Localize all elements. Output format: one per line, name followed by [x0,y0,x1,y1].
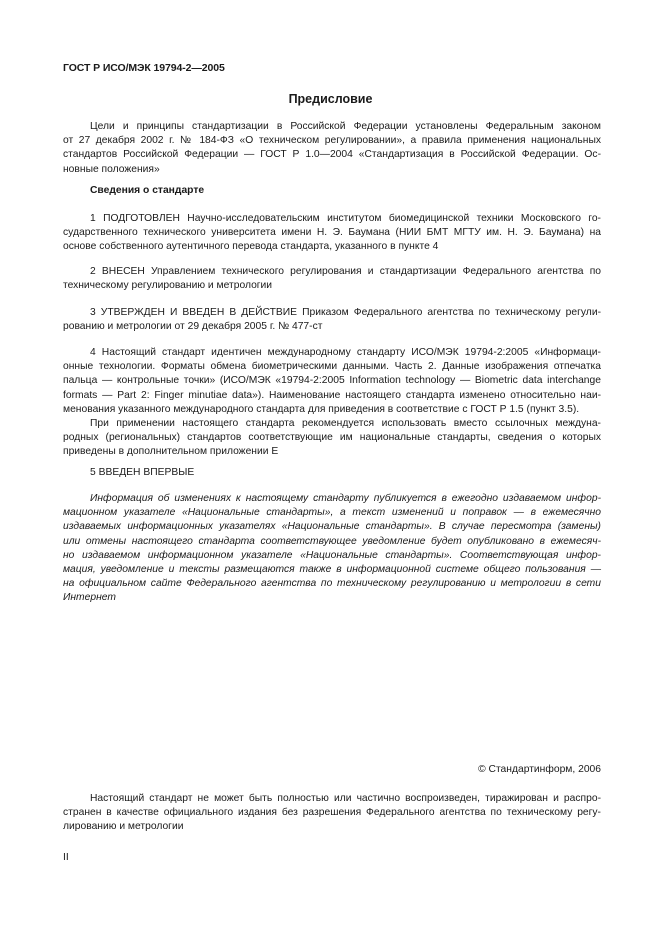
copyright-notice: © Стандартинформ, 2006 [478,764,601,775]
info-notice-line: на официальном сайте Федерального агентства по техническому регулированию и метрологии в сети [63,578,601,590]
item-1-line: 1 ПОДГОТОВЛЕН Научно-исследовательским институтом биомедицинской техники Московского го- [90,213,601,224]
item-2-line: 2 ВНЕСЕН Управлением технического регулирования и стандартизации Федерального агентства по [90,266,601,277]
info-notice-line: но издаваемом информационном указателе «Национальные стандарты». Соответствующая инфор- [63,549,601,561]
section-heading [63,184,601,198]
item-3-line: рованию и метрологии от 29 декабря 2005 г. № 477-ст [63,321,323,333]
reproduction-notice-line: странен в качестве официального издания без разрешения Федерального агентства по техническому регу- [63,807,601,819]
document-header: ГОСТ Р ИСО/МЭК 19794-2—2005 [63,62,225,74]
item-1-line: сударственного технического университета имени Н. Э. Баумана (НИИ БМТ МГТУ им. Н. Э. Баумана) на [63,227,601,239]
intro-line: стандартов Российской Федерации — ГОСТ Р 1.0—2004 «Стандартизация в Российской Федерации. Ос- [63,149,601,161]
info-notice-line: Информация об изменениях к настоящему стандарту публикуется в ежегодно издаваемом инфор- [90,493,601,504]
item-1-line: основе собственного аутентичного перевода стандарта, указанного в пункте 4 [63,241,439,253]
item-4-paragraph [63,346,601,460]
info-notice-paragraph [63,492,601,606]
info-notice-line: или отмены настоящего стандарта соответствующее уведомление будет опубликовано в ежемесяч- [63,535,601,547]
item-4-line: 4 Настоящий стандарт идентичен международному стандарту ИСО/МЭК 19794-2:2005 «Информаци- [90,347,601,358]
item-3-paragraph [63,306,601,334]
intro-line: от 27 декабря 2002 г. № 184-ФЗ «О техническом регулировании», а правила применения национальных [63,135,601,147]
item-2-paragraph [63,265,601,293]
item-3-line: 3 УТВЕРЖДЕН И ВВЕДЕН В ДЕЙСТВИЕ Приказом Федерального агентства по техническому регули- [90,307,601,318]
item-1-paragraph [63,212,601,255]
reproduction-notice-line: лированию и метрологии [63,821,184,833]
intro-line: Цели и принципы стандартизации в Российской Федерации установлены Федеральным законом [90,121,601,132]
item-5-line: 5 ВВЕДЕН ВПЕРВЫЕ [90,467,195,478]
item-4-note-line: родных (региональных) стандартов соответствующие им национальные стандарты, сведения о которых [63,432,601,444]
intro-line: новные положения» [63,163,160,175]
intro-paragraph [63,120,601,177]
page-number: II [63,852,69,863]
item-4-note-line: приведены в дополнительном приложении Е [63,446,279,458]
info-notice-line: Интернет [63,592,116,604]
page-title: Предисловие [288,92,373,106]
item-4-line: онные технологии. Форматы обмена биометрическими данными. Часть 2. Данные изображения отпечатка [63,361,601,373]
item-5-paragraph [63,466,601,480]
item-4-line: formats — Part 2: Finger minutiae data»). Наименование настоящего стандарта изменено относительно наи- [63,389,601,401]
section-heading-text: Сведения о стандарте [90,185,205,196]
item-4-note-line: При применении настоящего стандарта рекомендуется использовать вместо ссылочных междуна- [90,418,601,430]
item-4-line: менования указанного международного стандарта для приведения в соответствие с ГОСТ Р 1.5 (пункт 3.5). [63,403,580,415]
info-notice-line: мация, уведомление и тексты размещаются также в информационной системе общего пользования — [63,564,601,576]
reproduction-notice-paragraph [63,792,601,835]
item-2-line: техническому регулированию и метрологии [63,280,273,292]
info-notice-line: издаваемых информационных указателях «Национальные стандарты». В случае пересмотра (замены) [63,521,601,533]
reproduction-notice-line: Настоящий стандарт не может быть полностью или частично воспроизведен, тиражирован и распро- [90,793,601,804]
info-notice-line: мационном указателе «Национальные стандарты», а текст изменений и поправок — в ежемесячно [63,507,601,519]
item-4-line: пальца — контрольные точки» (ИСО/МЭК «19794-2:2005 Information technology — Biometric data interchange [63,375,601,387]
